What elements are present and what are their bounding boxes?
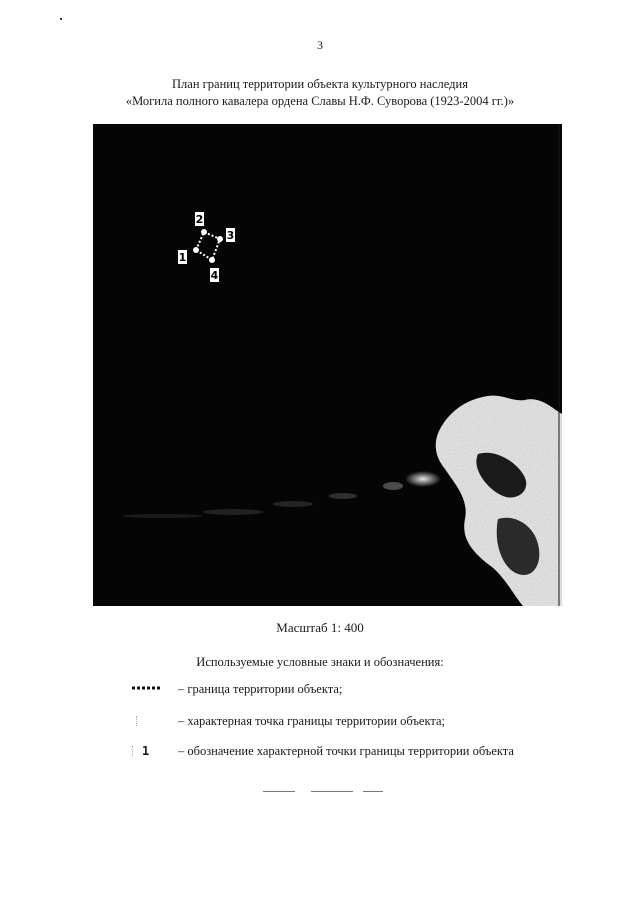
boundary-point-3 [217,236,223,242]
boundary-point-1 [193,247,199,253]
map-scale: Масштаб 1: 400 [276,620,364,635]
title-line-2: «Могила полного кавалера ордена Славы Н.Ф. Суворова (1923-2004 гг.)» [125,94,515,108]
bottom-dash-marks [255,790,395,794]
point-label-4: 4 [210,269,219,282]
legend-heading: Используемые условные знаки и обозначения: [196,655,444,669]
point-icon [132,712,172,730]
title-line-1: План границ территории объекта культурного наследия [172,77,468,91]
scan-speck [60,18,62,20]
legend-text-label: – обозначение характерной точки границы территории объекта [178,744,514,758]
label-symbol [132,742,172,760]
page-number: 3 [317,38,323,52]
boundary-point-2 [201,229,207,235]
boundary-point-4 [209,257,215,263]
legend-text-boundary: – граница территории объекта; [178,682,343,696]
map-canvas [93,124,562,606]
label-symbol-number: 1 [142,744,150,758]
point-label-2: 2 [195,213,204,226]
dotted-line-icon [132,680,172,698]
point-label-3: 3 [226,229,235,242]
point-label-1: 1 [178,251,187,264]
legend-text-point: – характерная точка границы территории объекта; [178,714,446,728]
aerial-map [93,124,562,606]
